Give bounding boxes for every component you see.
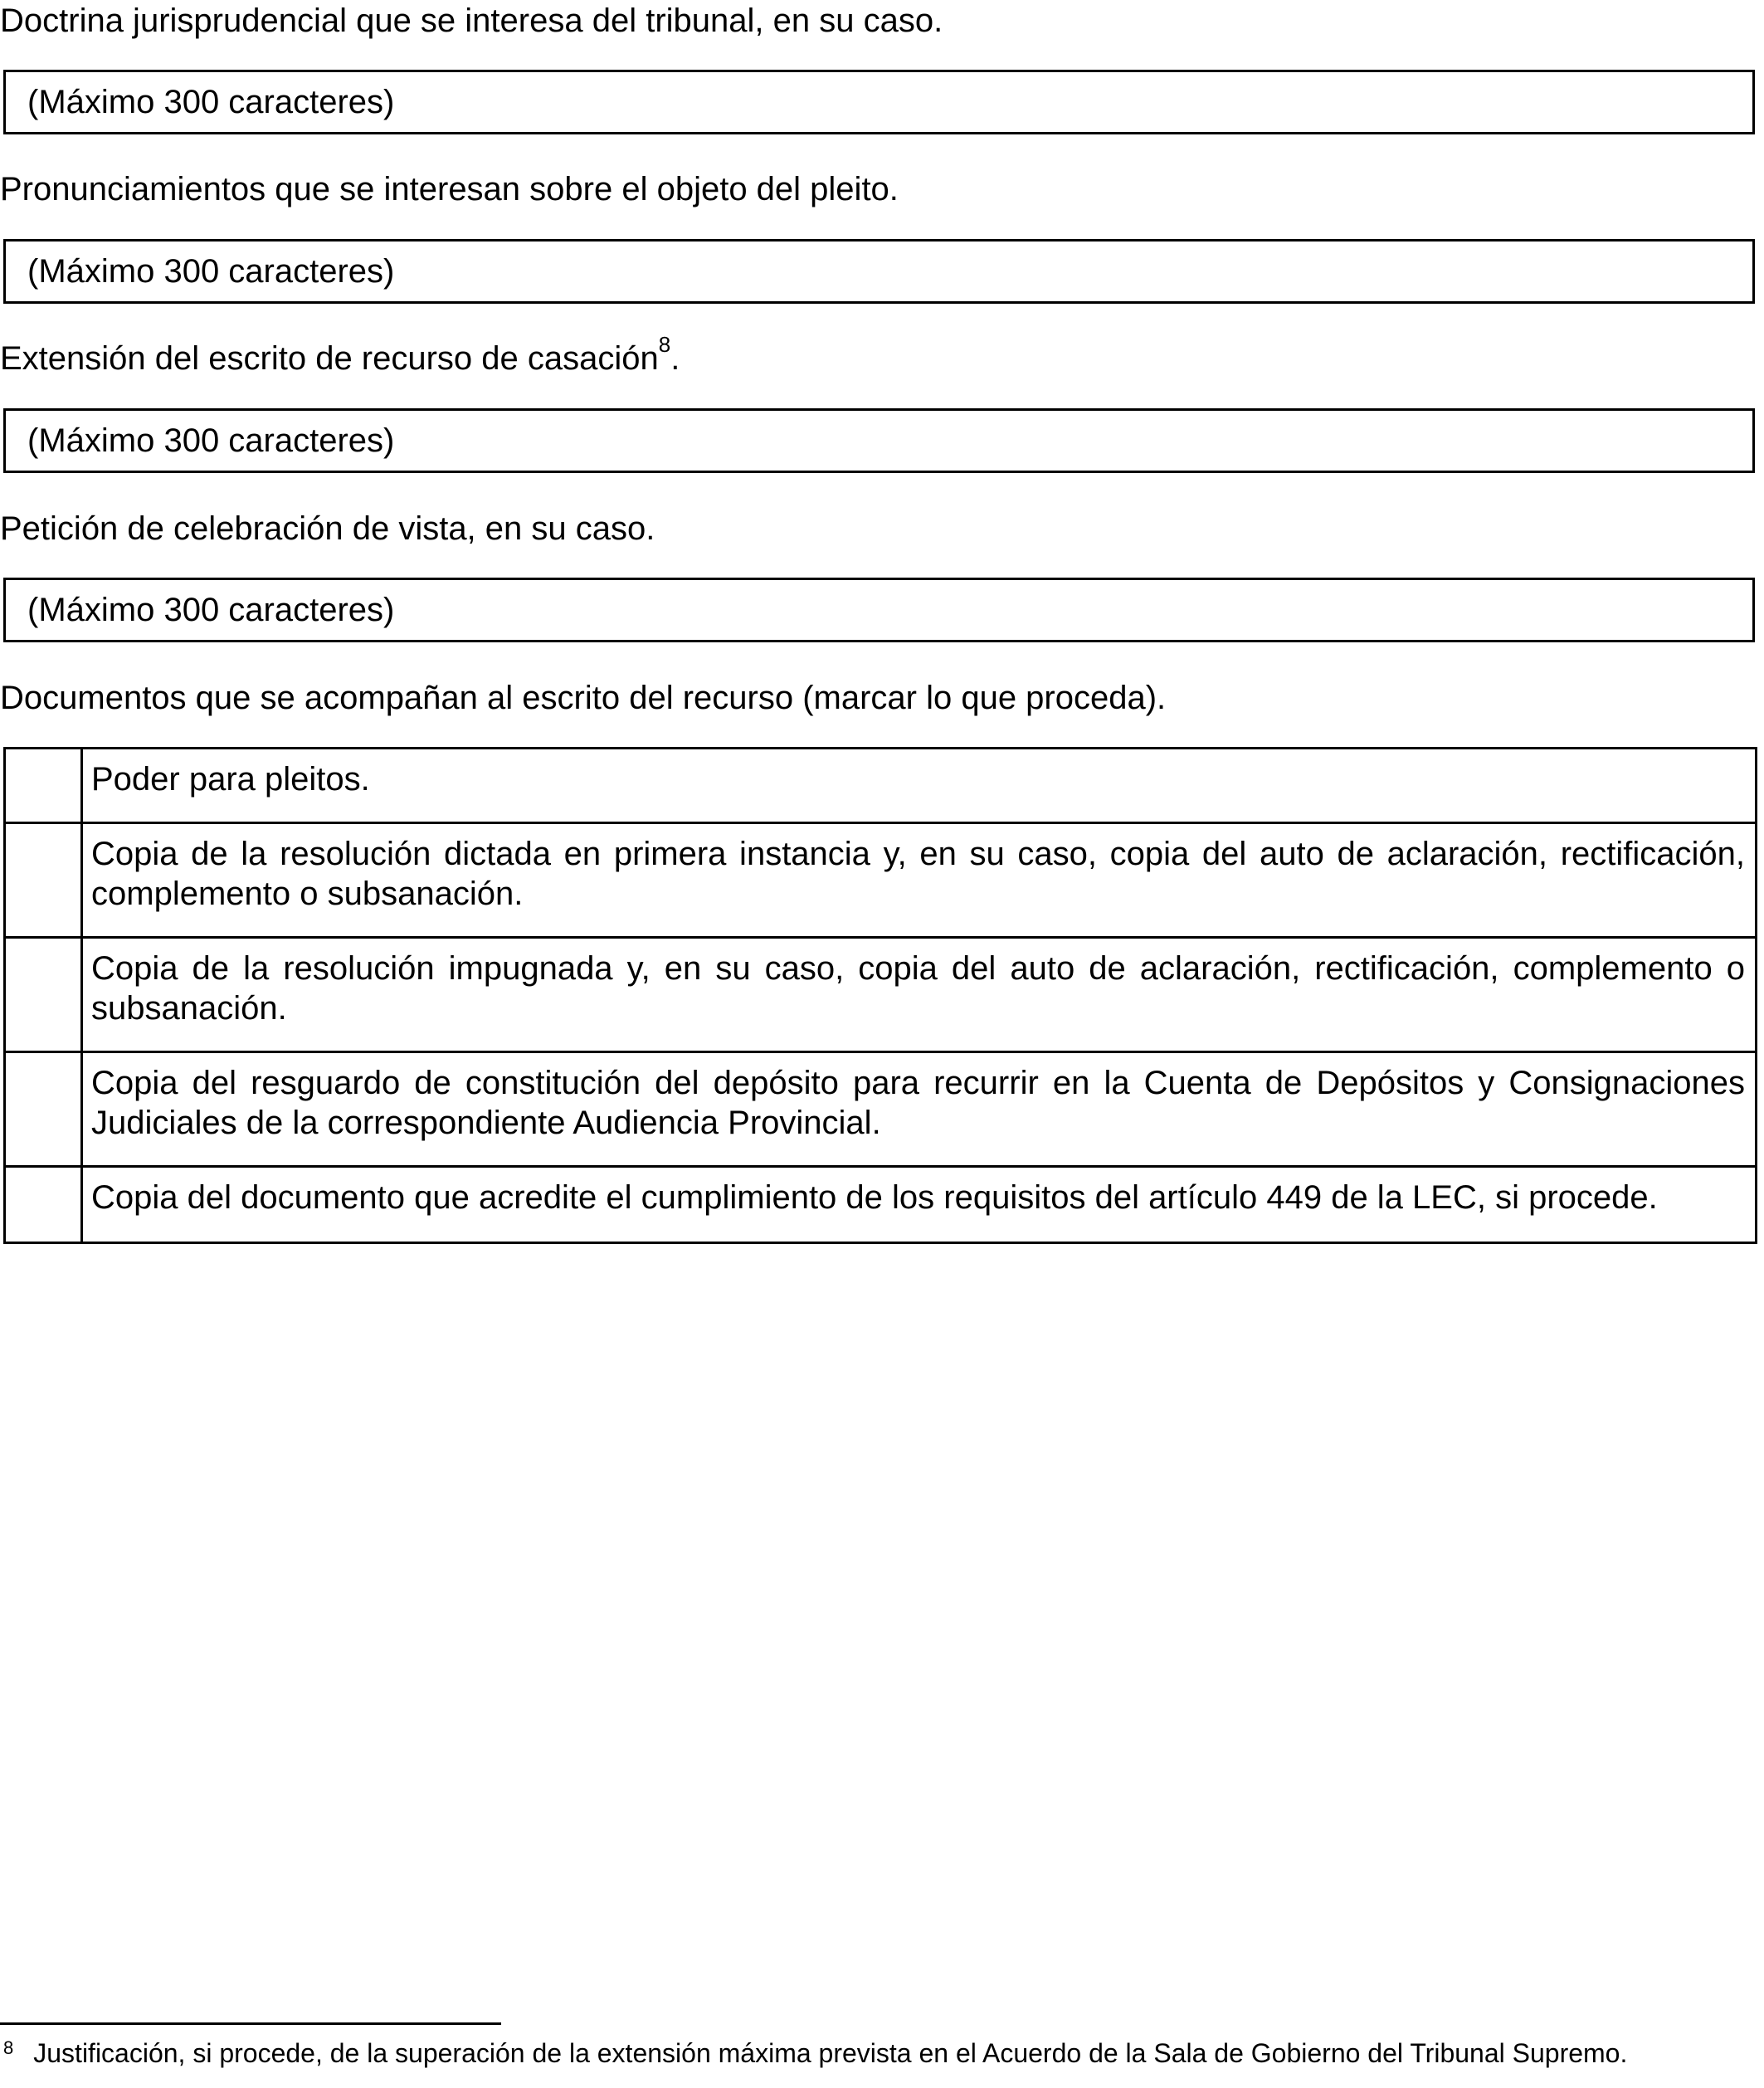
extension-input[interactable]: (Máximo 300 caracteres)	[3, 408, 1755, 473]
footnote-separator	[0, 2022, 501, 2025]
document-label: Copia del documento que acredite el cumplimiento de los requisitos del artículo 449 de la LEC, si procede.	[82, 1167, 1757, 1243]
field-label-pronunciamientos: Pronunciamientos que se interesan sobre el objeto del pleito.	[0, 171, 899, 207]
footnote-text: Justificación, si procede, de la superación de la extensión máxima prevista en el Acuerdo de la Sala de Gobierno del Tribunal Supremo.	[33, 2038, 1628, 2068]
document-checkbox[interactable]	[5, 1167, 82, 1243]
documents-table	[3, 747, 1757, 1244]
document-row	[5, 1052, 1757, 1167]
doctrina-input[interactable]: (Máximo 300 caracteres)	[3, 70, 1755, 134]
field-label-vista: Petición de celebración de vista, en su caso.	[0, 510, 655, 547]
document-checkbox[interactable]	[5, 823, 82, 938]
document-checkbox[interactable]	[5, 1052, 82, 1167]
document-label: Copia de la resolución dictada en primera instancia y, en su caso, copia del auto de aclaración, rectificación, complemento o subsanación.	[82, 823, 1757, 938]
field-label-extension	[0, 332, 680, 378]
footnote	[0, 2037, 1627, 2070]
document-label: Copia del resguardo de constitución del depósito para recurrir en la Cuenta de Depósitos y Consignaciones Judiciales de la correspondiente Audiencia Provincial.	[82, 1052, 1757, 1167]
document-label: Copia de la resolución impugnada y, en su caso, copia del auto de aclaración, rectificación, complemento o subsanación.	[82, 938, 1757, 1052]
pronunciamientos-input[interactable]: (Máximo 300 caracteres)	[3, 239, 1755, 304]
extension-label-text: Extensión del escrito de recurso de casación	[0, 340, 659, 377]
vista-input[interactable]: (Máximo 300 caracteres)	[3, 578, 1755, 642]
document-row	[5, 749, 1757, 823]
document-row	[5, 938, 1757, 1052]
document-row	[5, 1167, 1757, 1243]
document-checkbox[interactable]	[5, 749, 82, 823]
field-label-doctrina: Doctrina jurisprudencial que se interesa del tribunal, en su caso.	[0, 2, 943, 39]
document-checkbox[interactable]	[5, 938, 82, 1052]
footnote-ref[interactable]: 8	[658, 332, 671, 357]
extension-label-end: .	[670, 340, 680, 377]
document-label: Poder para pleitos.	[82, 749, 1757, 823]
document-row	[5, 823, 1757, 938]
footnote-number: 8	[3, 2037, 14, 2058]
documents-heading: Documentos que se acompañan al escrito del recurso (marcar lo que proceda).	[0, 680, 1167, 716]
